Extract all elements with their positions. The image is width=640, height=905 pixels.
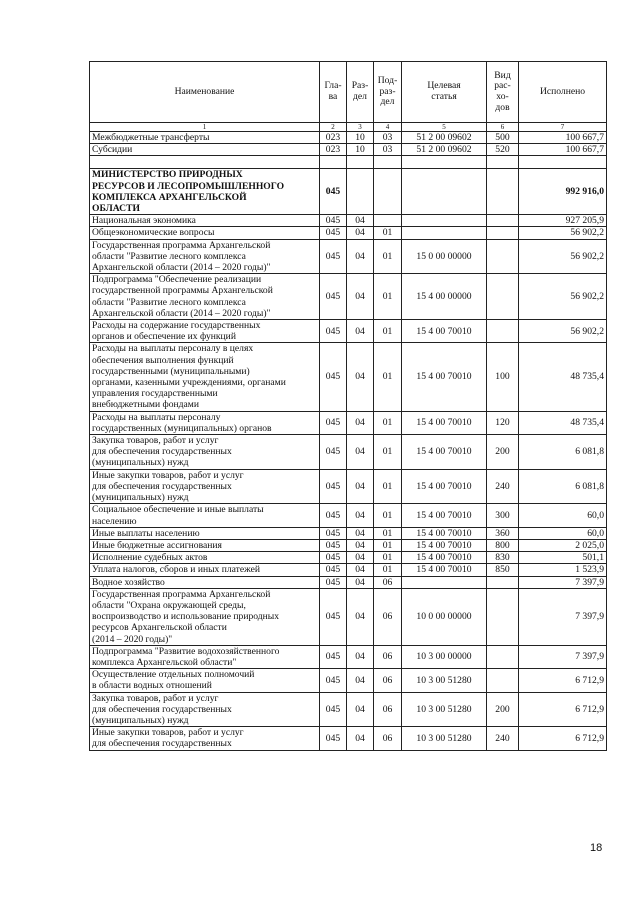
row-name-line: (муниципальных) нужд [92, 492, 189, 504]
row-glava: 045 [320, 343, 347, 411]
row-name [90, 227, 320, 239]
row-amount: 60,0 [519, 527, 607, 539]
row-name-line: ОБЛАСТИ [92, 203, 140, 215]
row-vid: 360 [487, 527, 519, 539]
row-razdel [347, 169, 374, 215]
row-glava: 045 [320, 320, 347, 343]
row-amount: 6 081,8 [519, 469, 607, 504]
row-name-line: для обеспечения государственных [92, 703, 232, 715]
column-number: 3 [347, 123, 374, 132]
row-podrazdel: 01 [374, 552, 402, 564]
row-target: 15 4 00 70010 [402, 343, 487, 411]
row-vid: 120 [487, 411, 519, 434]
row-vid: 240 [487, 727, 519, 750]
row-podrazdel [374, 215, 402, 227]
row-target: 15 4 00 70010 [402, 411, 487, 434]
row-target: 10 0 00 00000 [402, 588, 487, 645]
row-name-line: органами, казенными учреждениями, органами [92, 377, 286, 389]
table-row [90, 564, 607, 576]
row-glava: 045 [320, 504, 347, 527]
row-razdel: 04 [347, 539, 374, 551]
row-podrazdel: 01 [374, 469, 402, 504]
row-amount: 927 205,9 [519, 215, 607, 227]
row-name-line: населению [92, 515, 137, 527]
row-vid [487, 169, 519, 215]
row-razdel: 04 [347, 239, 374, 274]
row-glava: 045 [320, 435, 347, 470]
row-vid: 200 [487, 692, 519, 727]
row-name [90, 435, 320, 470]
row-amount: 6 712,9 [519, 669, 607, 692]
row-name [90, 527, 320, 539]
table-body-top [90, 132, 607, 156]
row-razdel: 04 [347, 215, 374, 227]
table-row [90, 727, 607, 750]
row-glava: 045 [320, 539, 347, 551]
row-amount: 7 397,9 [519, 576, 607, 588]
row-glava: 045 [320, 215, 347, 227]
row-amount: 60,0 [519, 504, 607, 527]
row-glava: 045 [320, 669, 347, 692]
row-glava: 023 [320, 132, 347, 144]
row-name-line: Социальное обеспечение и иные выплаты [92, 504, 264, 516]
row-vid [487, 576, 519, 588]
row-target: 15 4 00 00000 [402, 274, 487, 320]
row-name-line: Подпрограмма "Обеспечение реализации [92, 274, 262, 286]
header-executed: Исполнено [519, 62, 607, 123]
row-target: 15 4 00 70010 [402, 469, 487, 504]
row-amount: 2 025,0 [519, 539, 607, 551]
table-row [90, 527, 607, 539]
row-amount: 6 712,9 [519, 727, 607, 750]
row-vid [487, 227, 519, 239]
row-name-line: для обеспечения государственных [92, 446, 232, 458]
row-vid: 850 [487, 564, 519, 576]
row-name-line: Субсидии [92, 144, 133, 156]
table-row [90, 669, 607, 692]
row-vid [487, 215, 519, 227]
row-razdel: 04 [347, 692, 374, 727]
row-vid: 520 [487, 144, 519, 156]
column-number: 4 [374, 123, 402, 132]
row-target [402, 169, 487, 215]
row-name-line: воспроизводство и использование природных [92, 611, 280, 623]
row-target: 10 3 00 51280 [402, 692, 487, 727]
row-name-line: Государственная программа Архангельской [92, 588, 271, 600]
row-name-line: области "Охрана окружающей среды, [92, 599, 246, 611]
row-name [90, 320, 320, 343]
row-vid: 200 [487, 435, 519, 470]
table-row [90, 227, 607, 239]
column-number: 1 [90, 123, 320, 132]
row-glava: 045 [320, 588, 347, 645]
row-name-line: области "Развитие лесного комплекса [92, 250, 246, 262]
row-razdel: 04 [347, 588, 374, 645]
table-row [90, 692, 607, 727]
column-number: 5 [402, 123, 487, 132]
row-vid [487, 645, 519, 668]
header-razdel: Раз- дел [347, 62, 374, 123]
table-row [90, 539, 607, 551]
table-row [90, 552, 607, 564]
row-amount: 48 735,4 [519, 411, 607, 434]
row-target: 15 4 00 70010 [402, 552, 487, 564]
table-row [90, 469, 607, 504]
table-spacer [90, 156, 607, 169]
row-name-line: в области водных отношений [92, 680, 212, 692]
table-row [90, 132, 607, 144]
row-vid [487, 320, 519, 343]
row-target: 15 4 00 70010 [402, 539, 487, 551]
row-name-line: Государственная программа Архангельской [92, 239, 271, 251]
blank-row [90, 156, 607, 169]
row-name-line: ресурсов Архангельской области [92, 622, 227, 634]
row-podrazdel: 01 [374, 274, 402, 320]
row-vid: 800 [487, 539, 519, 551]
column-number-row [90, 123, 607, 132]
row-glava: 045 [320, 527, 347, 539]
table-row [90, 645, 607, 668]
header-row [90, 62, 607, 123]
column-number: 2 [320, 123, 347, 132]
row-target [402, 215, 487, 227]
row-name [90, 588, 320, 645]
row-amount: 56 902,2 [519, 239, 607, 274]
table-row [90, 343, 607, 411]
column-number: 7 [519, 123, 607, 132]
row-podrazdel [374, 169, 402, 215]
row-name-line: (муниципальных) нужд [92, 714, 189, 726]
row-glava: 045 [320, 727, 347, 750]
row-glava: 045 [320, 227, 347, 239]
row-name-line: для обеспечения государственных [92, 480, 232, 492]
header-vid: Вид рас- хо- дов [487, 62, 519, 123]
row-podrazdel: 06 [374, 727, 402, 750]
row-razdel: 04 [347, 527, 374, 539]
table-row [90, 435, 607, 470]
row-amount: 7 397,9 [519, 588, 607, 645]
row-glava: 045 [320, 576, 347, 588]
row-amount: 56 902,2 [519, 227, 607, 239]
row-name [90, 144, 320, 156]
table-row [90, 320, 607, 343]
row-name [90, 169, 320, 215]
table-row [90, 576, 607, 588]
row-vid: 500 [487, 132, 519, 144]
row-name-line: внебюджетными фондами [92, 399, 199, 411]
page-number: 18 [590, 842, 603, 854]
row-vid: 300 [487, 504, 519, 527]
row-razdel: 04 [347, 645, 374, 668]
row-razdel: 04 [347, 564, 374, 576]
row-name [90, 504, 320, 527]
row-razdel: 04 [347, 669, 374, 692]
row-razdel: 04 [347, 435, 374, 470]
row-podrazdel: 01 [374, 227, 402, 239]
row-vid [487, 274, 519, 320]
row-podrazdel: 01 [374, 564, 402, 576]
row-glava: 045 [320, 469, 347, 504]
row-name-line: (муниципальных) нужд [92, 457, 189, 469]
row-name [90, 539, 320, 551]
row-name [90, 692, 320, 727]
row-podrazdel: 01 [374, 411, 402, 434]
row-name-line: области "Развитие лесного комплекса [92, 296, 246, 308]
row-amount: 992 916,0 [519, 169, 607, 215]
row-vid [487, 239, 519, 274]
row-name-line: Иные бюджетные ассигнования [92, 539, 222, 551]
row-razdel: 04 [347, 320, 374, 343]
row-name-line: Архангельской области (2014 – 2020 годы)" [92, 307, 271, 319]
row-target: 10 3 00 51280 [402, 669, 487, 692]
row-name [90, 343, 320, 411]
row-name-line: (2014 – 2020 годы)" [92, 633, 173, 645]
row-amount: 501,1 [519, 552, 607, 564]
row-target [402, 576, 487, 588]
row-name [90, 727, 320, 750]
row-target: 15 4 00 70010 [402, 527, 487, 539]
row-podrazdel: 01 [374, 527, 402, 539]
header-glava: Гла- ва [320, 62, 347, 123]
row-amount: 6 081,8 [519, 435, 607, 470]
row-glava: 045 [320, 169, 347, 215]
row-name [90, 274, 320, 320]
row-amount: 100 667,7 [519, 144, 607, 156]
row-glava: 045 [320, 239, 347, 274]
row-name [90, 645, 320, 668]
row-name-line: Водное хозяйство [92, 576, 165, 588]
row-podrazdel: 06 [374, 692, 402, 727]
table-row [90, 169, 607, 215]
row-amount: 56 902,2 [519, 320, 607, 343]
row-name-line: Осуществление отдельных полномочий [92, 669, 255, 681]
row-podrazdel: 01 [374, 320, 402, 343]
row-razdel: 04 [347, 504, 374, 527]
row-name-line: государственных (муниципальных) органов [92, 422, 272, 434]
table-row [90, 215, 607, 227]
row-name-line: РЕСУРСОВ И ЛЕСОПРОМЫШЛЕННОГО [92, 180, 285, 192]
row-podrazdel: 01 [374, 435, 402, 470]
row-name-line: Закупка товаров, работ и услуг [92, 692, 219, 704]
table-row [90, 504, 607, 527]
row-name-line: государственной программы Архангельской [92, 285, 273, 297]
row-target: 15 4 00 70010 [402, 564, 487, 576]
row-name-line: комплекса Архангельской области" [92, 656, 237, 668]
row-name-line: Расходы на выплаты персоналу в целях [92, 343, 254, 355]
row-name [90, 239, 320, 274]
row-razdel: 04 [347, 727, 374, 750]
row-name-line: управления государственными [92, 388, 218, 400]
row-glava: 023 [320, 144, 347, 156]
table-row [90, 274, 607, 320]
table-row [90, 239, 607, 274]
row-name [90, 576, 320, 588]
row-vid [487, 588, 519, 645]
row-podrazdel: 01 [374, 504, 402, 527]
row-name-line: Иные закупки товаров, работ и услуг [92, 727, 244, 739]
row-name-line: Подпрограмма "Развитие водохозяйственного [92, 645, 280, 657]
row-razdel: 04 [347, 343, 374, 411]
row-name-line: Архангельской области (2014 – 2020 годы)" [92, 262, 271, 274]
row-amount: 1 523,9 [519, 564, 607, 576]
row-glava: 045 [320, 692, 347, 727]
row-name-line: обеспечения выполнения функций [92, 354, 234, 366]
row-razdel: 04 [347, 411, 374, 434]
row-podrazdel: 06 [374, 645, 402, 668]
row-target: 15 4 00 70010 [402, 504, 487, 527]
row-podrazdel: 06 [374, 576, 402, 588]
row-name-line: Расходы на выплаты персоналу [92, 411, 221, 423]
row-name [90, 411, 320, 434]
row-name-line: Межбюджетные трансферты [92, 132, 210, 143]
row-name [90, 564, 320, 576]
row-name-line: Иные выплаты населению [92, 527, 200, 539]
row-glava: 045 [320, 645, 347, 668]
row-vid: 100 [487, 343, 519, 411]
row-name [90, 552, 320, 564]
row-razdel: 10 [347, 132, 374, 144]
row-target [402, 227, 487, 239]
row-vid: 830 [487, 552, 519, 564]
row-target: 51 2 00 09602 [402, 144, 487, 156]
row-amount: 6 712,9 [519, 692, 607, 727]
column-number: 6 [487, 123, 519, 132]
row-razdel: 04 [347, 576, 374, 588]
row-name [90, 669, 320, 692]
row-podrazdel: 01 [374, 239, 402, 274]
header-target: Целевая статья [402, 62, 487, 123]
row-target: 10 3 00 00000 [402, 645, 487, 668]
row-razdel: 10 [347, 144, 374, 156]
row-amount: 48 735,4 [519, 343, 607, 411]
row-podrazdel: 01 [374, 539, 402, 551]
row-name-line: для обеспечения государственных [92, 738, 232, 750]
row-podrazdel: 06 [374, 669, 402, 692]
row-name [90, 215, 320, 227]
row-amount: 7 397,9 [519, 645, 607, 668]
table-body-ministry [90, 169, 607, 215]
row-target: 10 3 00 51280 [402, 727, 487, 750]
row-name [90, 132, 320, 144]
row-razdel: 04 [347, 469, 374, 504]
row-name-line: Закупка товаров, работ и услуг [92, 435, 219, 447]
row-name-line: Расходы на содержание государственных [92, 320, 261, 332]
row-target: 15 4 00 70010 [402, 435, 487, 470]
row-podrazdel: 03 [374, 132, 402, 144]
header-name: Наименование [90, 62, 320, 123]
row-name-line: Общеэкономические вопросы [92, 227, 215, 239]
row-name-line: Исполнение судебных актов [92, 552, 208, 564]
row-name-line: Национальная экономика [92, 215, 196, 227]
row-name [90, 469, 320, 504]
row-podrazdel: 06 [374, 588, 402, 645]
table-body-main [90, 215, 607, 750]
row-name-line: Уплата налогов, сборов и иных платежей [92, 564, 261, 576]
row-glava: 045 [320, 552, 347, 564]
table-row [90, 588, 607, 645]
row-podrazdel: 03 [374, 144, 402, 156]
row-name-line: МИНИСТЕРСТВО ПРИРОДНЫХ [92, 169, 243, 181]
row-target: 15 0 00 00000 [402, 239, 487, 274]
row-podrazdel: 01 [374, 343, 402, 411]
row-amount: 56 902,2 [519, 274, 607, 320]
table-row [90, 144, 607, 156]
row-name-line: органов и обеспечение их функций [92, 331, 236, 343]
row-target: 15 4 00 70010 [402, 320, 487, 343]
row-amount: 100 667,7 [519, 132, 607, 144]
row-razdel: 04 [347, 552, 374, 564]
row-glava: 045 [320, 411, 347, 434]
header-podrazdel: Под- раз- дел [374, 62, 402, 123]
row-name-line: Иные закупки товаров, работ и услуг [92, 469, 244, 481]
row-razdel: 04 [347, 274, 374, 320]
row-name-line: КОМПЛЕКСА АРХАНГЕЛЬСКОЙ [92, 191, 247, 203]
row-name-line: государственными (муниципальными) [92, 365, 250, 377]
budget-table [89, 61, 607, 751]
row-vid [487, 669, 519, 692]
row-vid: 240 [487, 469, 519, 504]
row-target: 51 2 00 09602 [402, 132, 487, 144]
row-razdel: 04 [347, 227, 374, 239]
table-row [90, 411, 607, 434]
row-glava: 045 [320, 564, 347, 576]
row-glava: 045 [320, 274, 347, 320]
